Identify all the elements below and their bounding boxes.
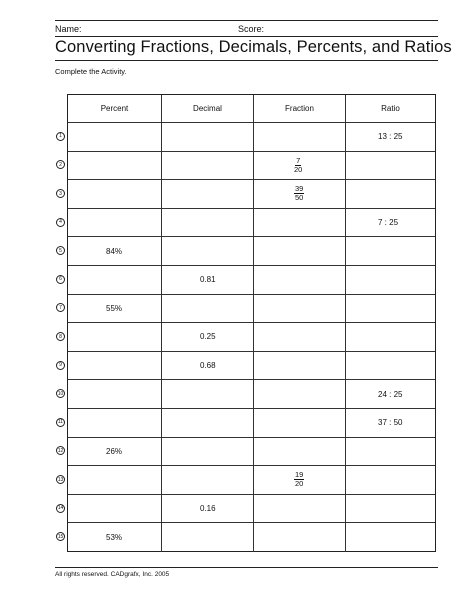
percent-cell[interactable] — [68, 209, 162, 237]
fraction-cell[interactable] — [254, 380, 346, 408]
ratio-cell[interactable] — [346, 438, 435, 466]
fraction-numerator: 39 — [295, 184, 304, 194]
decimal-value: 0.25 — [200, 332, 216, 342]
percent-cell[interactable] — [68, 323, 162, 351]
percent-cell[interactable] — [68, 152, 162, 180]
row-number-badge: 2 — [56, 160, 65, 169]
decimal-cell[interactable] — [162, 266, 254, 294]
ratio-cell[interactable] — [346, 295, 435, 323]
table-row — [68, 266, 435, 295]
decimal-cell[interactable] — [162, 466, 254, 494]
table-row — [68, 237, 435, 266]
table-row — [68, 495, 435, 524]
row-number-badge: 13 — [57, 476, 64, 483]
fraction-cell[interactable] — [254, 438, 346, 466]
name-label: Name: — [55, 24, 82, 34]
decimal-value: 0.16 — [200, 504, 216, 514]
decimal-cell[interactable] — [162, 180, 254, 208]
fraction-cell[interactable] — [254, 209, 346, 237]
decimal-cell[interactable] — [162, 323, 254, 351]
decimal-cell[interactable] — [162, 409, 254, 437]
percent-cell[interactable] — [68, 237, 162, 265]
table-row — [68, 152, 435, 181]
ratio-cell[interactable] — [346, 323, 435, 351]
row-number-badge: 10 — [57, 390, 64, 397]
worksheet-title: Converting Fractions, Decimals, Percents, and Ratios — [55, 38, 452, 56]
row-number-badge: 12 — [57, 447, 64, 454]
row-number-badge: 3 — [56, 189, 65, 198]
percent-cell[interactable] — [68, 180, 162, 208]
fraction-numerator: 19 — [295, 470, 304, 480]
percent-cell[interactable] — [68, 466, 162, 494]
table-row — [68, 295, 435, 324]
percent-value: 84% — [106, 246, 123, 256]
fraction-denominator: 20 — [294, 164, 303, 174]
column-header-decimal: Decimal — [162, 95, 254, 122]
row-number-badge: 9 — [56, 361, 65, 370]
fraction-value — [294, 471, 304, 488]
decimal-value: 0.81 — [200, 275, 216, 285]
ratio-cell[interactable] — [346, 466, 435, 494]
percent-cell[interactable] — [68, 123, 162, 151]
ratio-cell[interactable] — [346, 380, 435, 408]
row-number-badge: 8 — [56, 332, 65, 341]
fraction-value — [294, 185, 304, 202]
percent-cell[interactable] — [68, 523, 162, 552]
fraction-numerator: 7 — [296, 155, 301, 165]
fraction-denominator: 50 — [295, 193, 304, 203]
decimal-cell[interactable] — [162, 380, 254, 408]
percent-cell[interactable] — [68, 266, 162, 294]
top-rule — [55, 20, 438, 21]
fraction-cell[interactable] — [254, 180, 346, 208]
ratio-cell[interactable] — [346, 180, 435, 208]
decimal-cell[interactable] — [162, 495, 254, 523]
decimal-cell[interactable] — [162, 237, 254, 265]
percent-cell[interactable] — [68, 352, 162, 380]
table-row — [68, 180, 435, 209]
fraction-cell[interactable] — [254, 295, 346, 323]
column-header-ratio: Ratio — [381, 104, 400, 113]
copyright-footer: All rights reserved. CADgrafx, Inc. 2005 — [55, 571, 170, 578]
percent-value: 26% — [106, 446, 123, 456]
score-label: Score: — [238, 24, 265, 34]
decimal-cell[interactable] — [162, 438, 254, 466]
ratio-cell[interactable] — [346, 495, 435, 523]
percent-cell[interactable] — [68, 495, 162, 523]
row-number-badge: 15 — [57, 533, 64, 540]
table-row — [68, 466, 435, 495]
fraction-cell[interactable] — [254, 466, 346, 494]
ratio-cell[interactable] — [346, 209, 435, 237]
table-row — [68, 409, 435, 438]
decimal-value: 0.68 — [200, 361, 216, 371]
percent-cell[interactable] — [68, 438, 162, 466]
fraction-cell[interactable] — [254, 352, 346, 380]
percent-cell[interactable] — [68, 295, 162, 323]
table-row — [68, 123, 435, 152]
ratio-value: 37 : 50 — [378, 418, 403, 428]
table-row — [68, 523, 435, 552]
ratio-cell[interactable] — [346, 123, 435, 151]
fraction-cell[interactable] — [254, 495, 346, 523]
table-row — [68, 323, 435, 352]
table-row — [68, 352, 435, 381]
decimal-cell[interactable] — [162, 352, 254, 380]
row-number-badge: 5 — [56, 246, 65, 255]
fraction-cell[interactable] — [254, 523, 346, 552]
name-rule — [55, 36, 438, 37]
percent-value: 55% — [106, 303, 123, 313]
percent-value: 53% — [106, 533, 123, 543]
decimal-cell[interactable] — [162, 523, 254, 552]
decimal-cell[interactable] — [162, 209, 254, 237]
ratio-cell[interactable] — [346, 266, 435, 294]
row-number-badge: 11 — [57, 419, 64, 426]
row-number-badge: 7 — [56, 303, 65, 312]
row-number-badge: 6 — [56, 275, 65, 284]
row-number-badge: 4 — [56, 218, 65, 227]
ratio-value: 24 : 25 — [378, 389, 403, 399]
column-header-fraction: Fraction — [254, 95, 346, 122]
column-header-percent: Percent — [68, 95, 162, 122]
row-number-badge: 1 — [56, 132, 65, 141]
percent-cell[interactable] — [68, 380, 162, 408]
table-row — [68, 209, 435, 238]
ratio-cell[interactable] — [346, 523, 435, 552]
table-row — [68, 380, 435, 409]
instructions: Complete the Activity. — [55, 67, 127, 76]
fraction-cell[interactable] — [254, 323, 346, 351]
fraction-cell[interactable] — [254, 123, 346, 151]
decimal-cell[interactable] — [162, 152, 254, 180]
ratio-cell[interactable] — [346, 409, 435, 437]
ratio-cell[interactable] — [346, 152, 435, 180]
table-header-row — [68, 95, 435, 123]
title-rule — [55, 60, 438, 61]
fraction-cell[interactable] — [254, 409, 346, 437]
decimal-cell[interactable] — [162, 123, 254, 151]
ratio-value: 7 : 25 — [378, 218, 399, 228]
conversion-table — [67, 94, 436, 552]
decimal-cell[interactable] — [162, 295, 254, 323]
fraction-denominator: 20 — [295, 479, 304, 489]
ratio-value: 13 : 25 — [378, 132, 403, 142]
fraction-cell[interactable] — [254, 237, 346, 265]
row-number-badge: 14 — [57, 505, 64, 512]
fraction-value — [294, 157, 302, 174]
table-row — [68, 438, 435, 467]
ratio-cell[interactable] — [346, 352, 435, 380]
fraction-cell[interactable] — [254, 152, 346, 180]
percent-cell[interactable] — [68, 409, 162, 437]
fraction-cell[interactable] — [254, 266, 346, 294]
footer-rule — [55, 567, 438, 568]
ratio-cell[interactable] — [346, 237, 435, 265]
